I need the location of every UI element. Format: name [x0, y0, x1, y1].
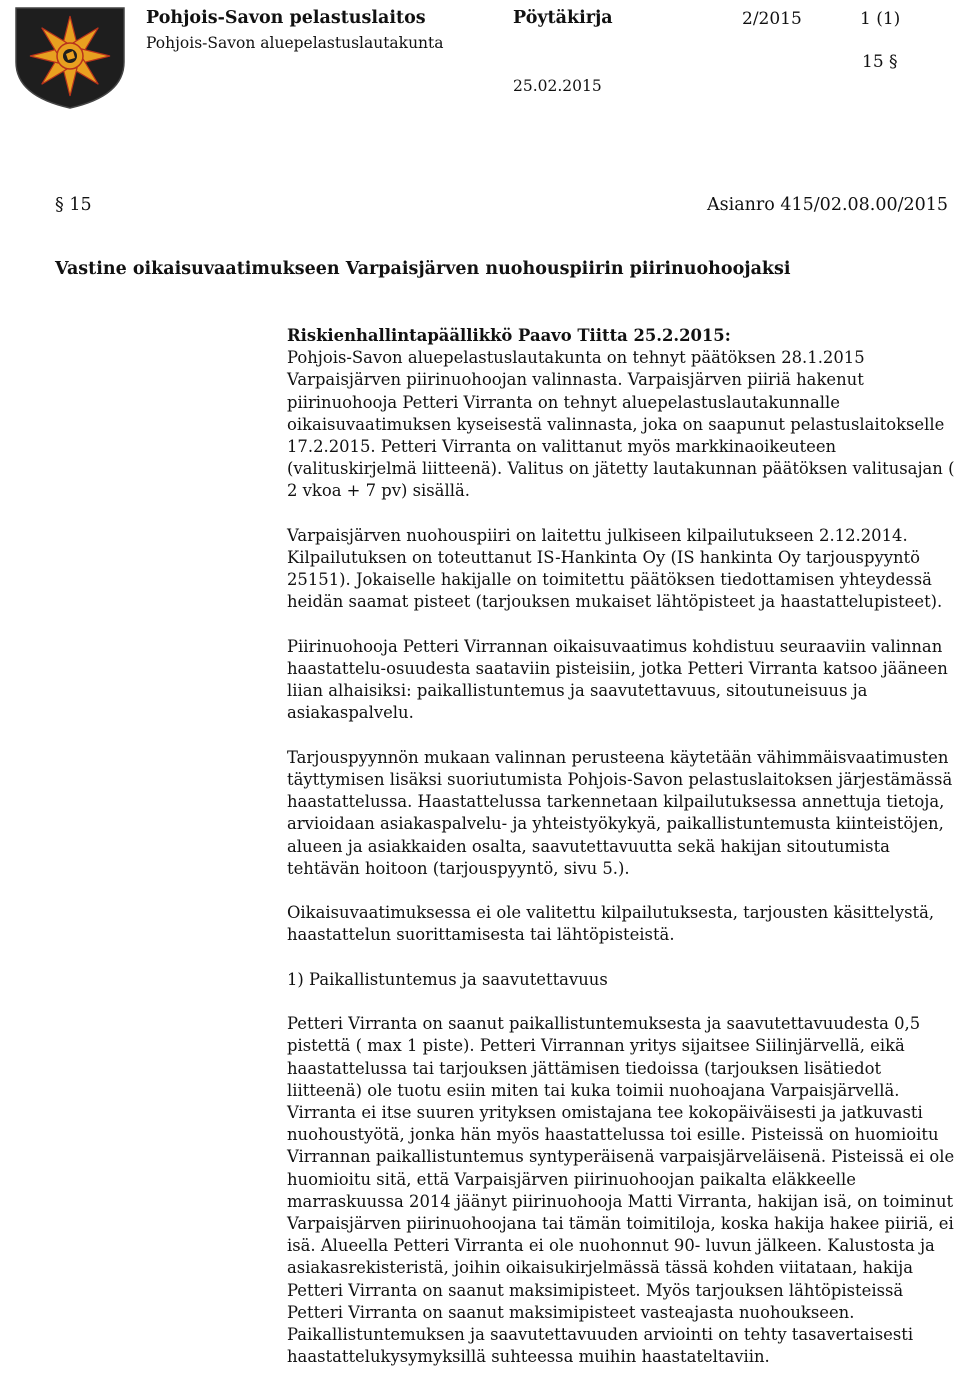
body-paragraph: Tarjouspyynnön mukaan valinnan perusteena käytetään vähimmäisvaatimusten täyttymisen lisäksi suoriutumista Pohjois-Savon pelastuslaitoksen järjestämässä haastattelussa. Haastattelussa tarkennetaan kilpailutuksessa annettuja tietoja, arvioidaan asiakaspalvelu- ja yhteistyökykyä, paikallistuntemusta kiinteistöjen, alueen ja asiakkaiden osalta, saavutettavuutta sekä hakijan sitoutumista tehtävän hoitoon (tarjouspyyntö, sivu 5.). [287, 747, 953, 878]
case-number: Asianro 415/02.08.00/2015 [707, 195, 949, 215]
body-paragraph: Piirinuohooja Petteri Virrannan oikaisuvaatimus kohdistuu seuraaviin valinnan haastattelu-osuudesta saataviin pisteisiin, jotka Petteri Virranta katsoo jääneen liian alhaisiksi: paikallistuntemus ja saavutettavuus, sitoutuneisuus ja asiakaspalvelu. [287, 636, 948, 723]
body-paragraph: Oikaisuvaatimuksessa ei ole valitettu kilpailutuksesta, tarjousten käsittelystä, haastattelun suorittamisesta tai lähtöpisteistä. [287, 903, 935, 945]
organization-name: Pohjois-Savon pelastuslaitos [146, 8, 426, 28]
page-count: 1 (1) [860, 9, 901, 29]
agenda-item-title: Vastine oikaisuvaatimukseen Varpaisjärven nuohouspiirin piirinuohoojaksi [55, 259, 791, 279]
document-body [287, 325, 957, 1391]
body-paragraph: Varpaisjärven nuohouspiiri on laitettu julkiseen kilpailutukseen 2.12.2014. Kilpailutuksen on toteuttanut IS-Hankinta Oy (IS hankinta Oy tarjouspyyntö 25151). Jokaiselle hakijalle on toimitettu päätöksen tiedottamisen yhteydessä heidän saamat pisteet (tarjouksen mukaiset lähtöpisteet ja haastattelupisteet). [287, 525, 943, 612]
document-number: 2/2015 [742, 9, 802, 29]
header-section-number: 15 § [862, 52, 898, 72]
presenter-heading: Riskienhallintapäällikkö Paavo Tiitta 25.2.2015: [287, 326, 731, 345]
rescue-department-coat-of-arms-logo [8, 4, 132, 110]
document-type: Pöytäkirja [513, 8, 613, 28]
meeting-date: 25.02.2015 [513, 77, 602, 95]
body-paragraph: Petteri Virranta on saanut paikallistuntemuksesta ja saavutettavuudesta 0,5 pistettä ( max 1 piste). Petteri Virrannan yritys sijaitsee Siilinjärvellä, eikä haastattelussa tai tarjouksen jättämisen tiedoissa (tarjouksen lisätiedot liitteenä) ole tuotu esiin miten tai kuka toimii nuohoajana Varpaisjärvellä. Virranta ei itse suuren yrityksen omistajana tee kokopäiväisesti ja jatkuvasti nuohoustyötä, jonka hän myös haastattelussa toi esille. Pisteissä on huomioitu Virrannan paikallistuntemus syntyperäisenä varpaisjärveläisenä. Pisteissä ei ole huomioitu sitä, että Varpaisjärven piirinuohoojan paikalta eläkkeelle marraskuussa 2014 jäänyt piirinuohooja Matti Virranta, hakijan isä, on toiminut Varpaisjärven piirinuohoojana tai tämän toimitiloja, koska hakija hakee piiriä, ei isä. Alueella Petteri Virranta ei ole nuohonnut 90- luvun jälkeen. Kalustosta ja asiakasrekisteristä, joihin oikaisukirjelmässä tässä kohden viitataan, hakija Petteri Virranta on saanut maksimipisteet. Myös tarjouksen lähtöpisteissä Petteri Virranta on saanut maksimipisteet vasteajasta nuohoukseen. Paikallistuntemuksen ja saavutettavuuden arviointi on tehty tasavertaisesti haastattelukysymyksillä suhteessa muihin haastateltaviin. [287, 1014, 955, 1367]
subsection-heading: 1) Paikallistuntemus ja saavutettavuus [287, 969, 608, 989]
section-number: § 15 [55, 195, 92, 215]
board-name: Pohjois-Savon aluepelastuslautakunta [146, 34, 444, 52]
body-paragraph: Pohjois-Savon aluepelastuslautakunta on tehnyt päätöksen 28.1.2015 Varpaisjärven piirinuohoojan valinnasta. Varpaisjärven piiriä hakenut piirinuohooja Petteri Virranta on tehnyt aluepelastuslautakunnalle oikaisuvaatimuksen kyseisestä valinnasta, joka on saapunut pelastuslaitokselle 17.2.2015. Petteri Virranta on valittanut myös markkinaoikeuteen (valituskirjelmä liitteenä). Valitus on jätetty lautakunnan päätöksen valitusajan ( 2 vkoa + 7 pv) sisällä. [287, 348, 955, 501]
